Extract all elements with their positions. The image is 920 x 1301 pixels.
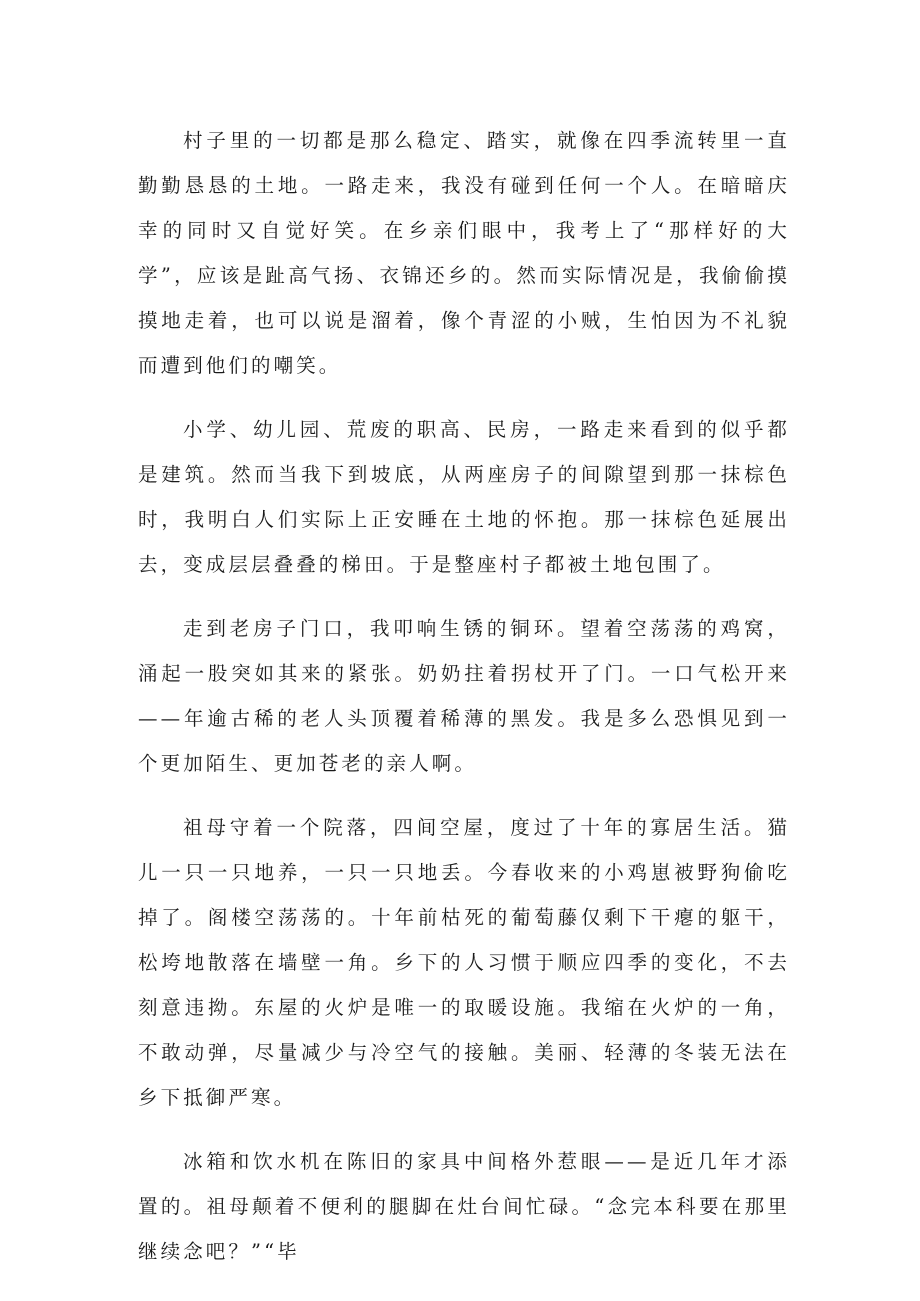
essay-body	[138, 118, 790, 1293]
paragraph-1: 村子里的一切都是那么稳定、踏实，就像在四季流转里一直勤勤恳恳的土地。一路走来，我没有碰到任何一个人。在暗暗庆幸的同时又自觉好笑。在乡亲们眼中，我考上了“那样好的大学”，应该是趾高气扬、衣锦还乡的。然而实际情况是，我偷偷摸摸地走着，也可以说是溜着，像个青涩的小贼，生怕因为不礼貌而遭到他们的嘲笑。	[138, 129, 790, 377]
paragraph-5: 冰箱和饮水机在陈旧的家具中间格外惹眼——是近几年才添置的。祖母颠着不便利的腿脚在灶台间忙碌。“念完本科要在那里继续念吧？”“毕	[138, 1150, 790, 1263]
paragraph-3: 走到老房子门口，我叩响生锈的铜环。望着空荡荡的鸡窝，涌起一股突如其来的紧张。奶奶拄着拐杖开了门。一口气松开来——年逾古稀的老人头顶覆着稀薄的黑发。我是多么恐惧见到一个更加陌生、更加苍老的亲人啊。	[138, 617, 790, 775]
paragraph-4: 祖母守着一个院落，四间空屋，度过了十年的寡居生活。猫儿一只一只地养，一只一只地丢。今春收来的小鸡崽被野狗偷吃掉了。阁楼空荡荡的。十年前枯死的葡萄藤仅剩下干瘪的躯干，松垮地散落在墙壁一角。乡下的人习惯于顺应四季的变化，不去刻意违拗。东屋的火炉是唯一的取暖设施。我缩在火炉的一角，不敢动弹，尽量减少与冷空气的接触。美丽、轻薄的冬装无法在乡下抵御严寒。	[138, 816, 790, 1109]
paragraph-2: 小学、幼儿园、荒废的职高、民房，一路走来看到的似乎都是建筑。然而当我下到坡底，从两座房子的间隙望到那一抹棕色时，我明白人们实际上正安睡在土地的怀抱。那一抹棕色延展出去，变成层层叠叠的梯田。于是整座村子都被土地包围了。	[138, 418, 790, 576]
